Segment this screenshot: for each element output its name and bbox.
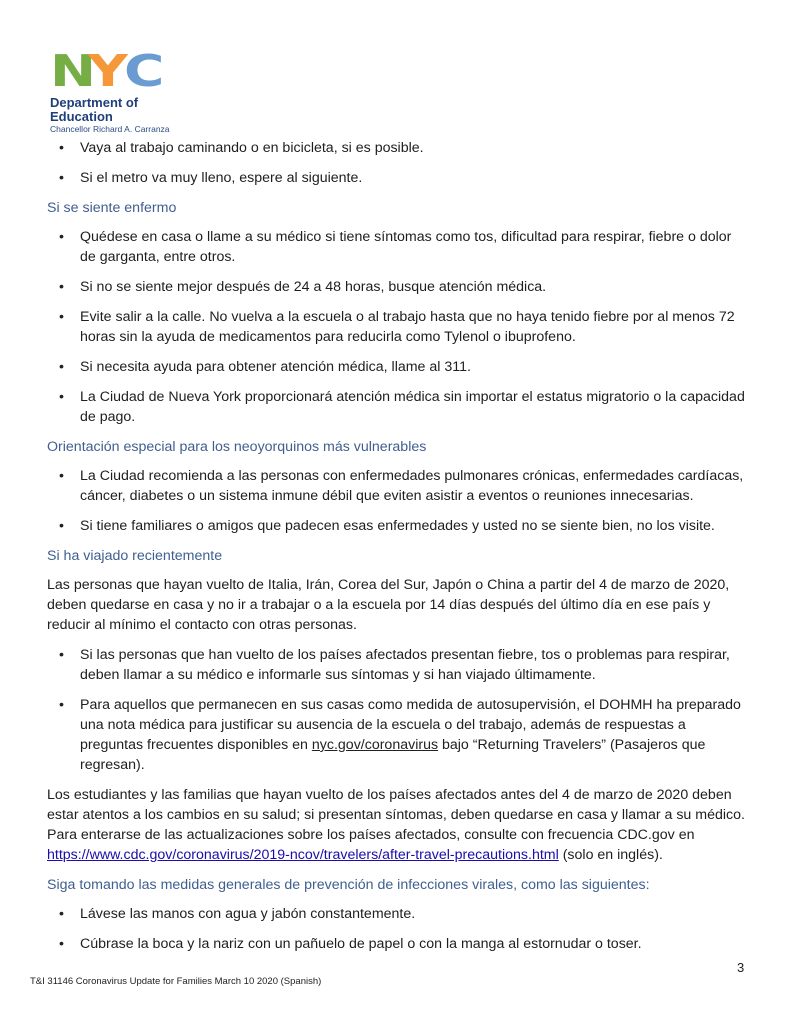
list-item: • Si el metro va muy lleno, espere al siguiente. <box>47 168 747 188</box>
list-item: • Vaya al trabajo caminando o en bicicleta, si es posible. <box>47 138 747 158</box>
department-line-1: Department of <box>50 95 139 110</box>
travel-list <box>47 645 747 775</box>
list-item: • Si necesita ayuda para obtener atención médica, llame al 311. <box>47 357 747 377</box>
section-heading-sick: Si se siente enfermo <box>47 200 177 216</box>
page-number: 3 <box>737 960 745 975</box>
logo-letter-y: Y <box>88 46 126 97</box>
document-body <box>47 138 747 964</box>
travel-paragraph: Las personas que hayan vuelto de Italia, Irán, Corea del Sur, Japón o China a partir del 4 de marzo de 2020, deben quedarse en casa y no ir a trabajar o a la escuela por 14 días después del último día en ese país y reducir al mínimo el contacto con otras personas. <box>47 577 730 633</box>
list-item: • Cúbrase la boca y la nariz con un pañuelo de papel o con la manga al estornudar o toser. <box>47 934 747 954</box>
nyc-wordmark <box>50 46 180 97</box>
sick-list <box>47 227 747 427</box>
list-item: • Evite salir a la calle. No vuelva a la escuela o al trabajo hasta que no haya tenido fiebre por al menos 72 horas sin la ayuda de medicamentos para reducirla como Tylenol o ibuprofeno. <box>47 307 747 347</box>
vulnerable-list <box>47 466 747 536</box>
list-item: • La Ciudad recomienda a las personas con enfermedades pulmonares crónicas, enfermedades cardíacas, cáncer, diabetes o un sistema inmune débil que eviten asistir a eventos o reuniones innecesarias. <box>47 466 747 506</box>
section-heading-prevention: Siga tomando las medidas generales de prevención de infecciones virales, como las siguientes: <box>47 877 650 893</box>
paragraph-text: (solo en inglés). <box>558 847 663 863</box>
list-item <box>47 695 747 775</box>
list-item-text: Para aquellos que permanecen en sus casas como medida de autosupervisión, el DOHMH ha preparado una nota médica para justificar su ausencia de la escuela o del trabajo, además de respuestas a preguntas frecuentes disponibles en <box>80 697 741 753</box>
paragraph-text: Los estudiantes y las familias que hayan vuelto de los países afectados antes del 4 de marzo de 2020 deben estar atentos a los cambios en su salud; si presentan síntomas, deben quedarse en casa y llamar a su médico. Para enterarse de las actualizaciones sobre los países afectados, consulte con frecuencia CDC.gov en <box>47 787 745 843</box>
list-item: • La Ciudad de Nueva York proporcionará atención médica sin importar el estatus migratorio o la capacidad de pago. <box>47 387 747 427</box>
nyc-coronavirus-link[interactable]: nyc.gov/coronavirus <box>311 737 439 753</box>
list-item: • Lávese las manos con agua y jabón constantemente. <box>47 904 747 924</box>
list-item: • Si las personas que han vuelto de los países afectados presentan fiebre, tos o problemas para respirar, deben llamar a su médico e informarle sus síntomas y si han viajado últimamente. <box>47 645 747 685</box>
footer-text: T&I 31146 Coronavirus Update for Families March 10 2020 (Spanish) <box>30 976 322 987</box>
section-heading-vulnerable: Orientación especial para los neoyorquinos más vulnerables <box>47 439 427 455</box>
list-item-text: bajo “Returning Travelers” (Pasajeros que regresan). <box>80 737 706 773</box>
section-heading-travel: Si ha viajado recientemente <box>47 548 223 564</box>
intro-list <box>47 138 747 188</box>
cdc-precautions-link[interactable]: https://www.cdc.gov/coronavirus/2019-ncov/travelers/after-travel-precautions.html <box>47 847 559 863</box>
list-item: • Quédese en casa o llame a su médico si tiene síntomas como tos, dificultad para respirar, fiebre o dolor de garganta, entre otros. <box>47 227 747 267</box>
prevention-list <box>47 904 747 954</box>
logo-letter-n: N <box>50 46 94 97</box>
returning-families-paragraph <box>47 785 747 865</box>
list-item: • Si tiene familiares o amigos que padecen esas enfermedades y usted no se siente bien, no los visite. <box>47 516 747 536</box>
department-line-2: Education <box>50 109 113 124</box>
list-item: • Si no se siente mejor después de 24 a 48 horas, busque atención médica. <box>47 277 747 297</box>
department-name <box>50 96 180 124</box>
nyc-doe-logo <box>50 46 180 135</box>
logo-letter-c: C <box>124 46 162 97</box>
chancellor-name: Chancellor Richard A. Carranza <box>50 124 170 134</box>
